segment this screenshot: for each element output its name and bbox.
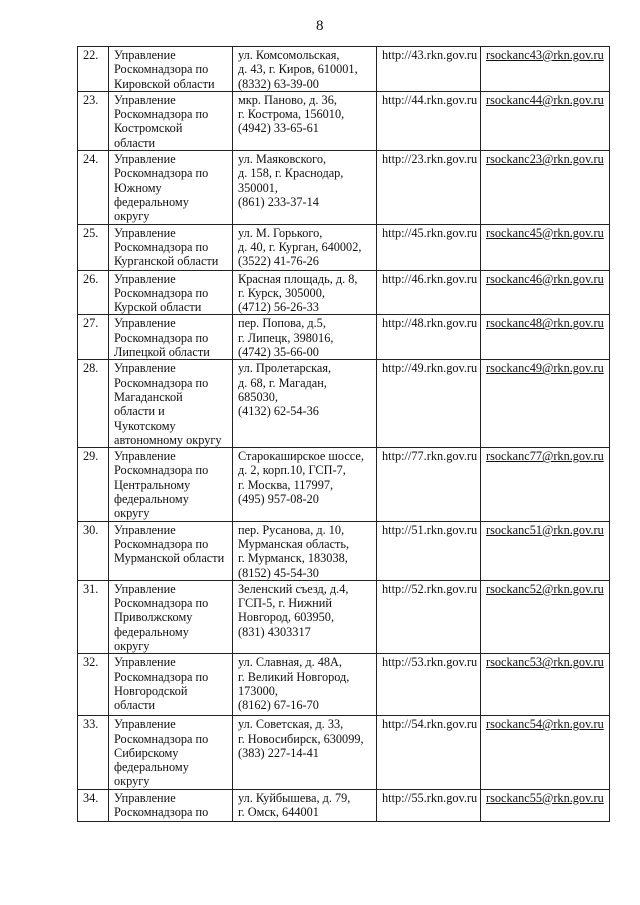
office-address-cell (233, 716, 377, 789)
office-address-cell (233, 315, 377, 360)
office-email-cell (481, 151, 610, 224)
office-name-cell (109, 315, 233, 360)
row-number: 27. (83, 316, 99, 331)
office-name: Управление Роскомнадзора по Кировской области (114, 48, 215, 91)
row-number-cell (78, 91, 109, 150)
table-row (78, 654, 610, 716)
office-email[interactable]: rsockanc43@rkn.gov.ru (486, 48, 604, 62)
table-row (78, 360, 610, 448)
table-row (78, 315, 610, 360)
office-address-cell (233, 47, 377, 92)
office-website-cell (377, 654, 481, 716)
office-email[interactable]: rsockanc54@rkn.gov.ru (486, 717, 604, 732)
table-row (78, 224, 610, 270)
row-number-cell (78, 315, 109, 360)
office-website[interactable]: http://48.rkn.gov.ru (382, 316, 478, 331)
office-email[interactable]: rsockanc55@rkn.gov.ru (486, 790, 604, 805)
office-name-cell (109, 91, 233, 150)
office-address-cell (233, 789, 377, 821)
table-row (78, 448, 610, 521)
office-name: Управление Роскомнадзора по Новгородской области (114, 655, 209, 713)
office-name: Управление Роскомнадзора по Курской области (114, 271, 209, 315)
office-address: Красная площадь, д. 8, г. Курск, 305000, (4712) 56-26-33 (238, 271, 358, 315)
office-website[interactable]: http://46.rkn.gov.ru (382, 271, 478, 286)
office-email[interactable]: rsockanc52@rkn.gov.ru (486, 581, 604, 596)
office-website[interactable]: http://52.rkn.gov.ru (382, 581, 478, 596)
office-name: Управление Роскомнадзора по Магаданской области и Чукотскому автономному округу (114, 361, 222, 447)
row-number-cell (78, 47, 109, 92)
office-website[interactable]: http://49.rkn.gov.ru (382, 361, 478, 376)
office-website-cell (377, 360, 481, 448)
office-website[interactable]: http://51.rkn.gov.ru (382, 522, 478, 537)
office-name-cell (109, 716, 233, 789)
table-row (78, 521, 610, 580)
row-number-cell (78, 521, 109, 580)
office-website-cell (377, 521, 481, 580)
row-number: 25. (83, 225, 99, 240)
office-address: ул. Пролетарская, д. 68, г. Магадан, 685030, (4132) 62-54-36 (238, 361, 332, 419)
office-address-cell (233, 580, 377, 653)
office-email[interactable]: rsockanc49@rkn.gov.ru (486, 361, 604, 376)
row-number-cell (78, 716, 109, 789)
table-row (78, 716, 610, 789)
table-body (78, 47, 610, 822)
office-name-cell (109, 224, 233, 270)
office-name: Управление Роскомнадзора по Южному федеральному округу (114, 152, 209, 224)
row-number-cell (78, 654, 109, 716)
row-number: 24. (83, 152, 99, 167)
table-row (78, 151, 610, 224)
row-number: 32. (83, 655, 99, 670)
row-number-cell (78, 789, 109, 821)
office-email-cell (481, 580, 610, 653)
office-name: Управление Роскомнадзора по Сибирскому федеральному округу (114, 717, 209, 789)
office-website-cell (377, 91, 481, 150)
office-email-cell (481, 315, 610, 360)
row-number-cell (78, 448, 109, 521)
office-name-cell (109, 47, 233, 92)
office-address-cell (233, 654, 377, 716)
row-number: 30. (83, 522, 99, 537)
office-email-cell (481, 654, 610, 716)
office-website-cell (377, 315, 481, 360)
office-address: Старокаширское шоссе, д. 2, корп.10, ГСП-7, г. Москва, 117997, (495) 957-08-20 (238, 449, 364, 507)
office-name: Управление Роскомнадзора по Центральному федеральному округу (114, 449, 209, 521)
row-number-cell (78, 151, 109, 224)
table-row (78, 580, 610, 653)
office-website[interactable]: http://55.rkn.gov.ru (382, 790, 478, 805)
office-email[interactable]: rsockanc44@rkn.gov.ru (486, 92, 604, 107)
office-email[interactable]: rsockanc46@rkn.gov.ru (486, 271, 604, 286)
office-email-cell (481, 270, 610, 315)
office-email[interactable]: rsockanc45@rkn.gov.ru (486, 225, 604, 240)
office-name-cell (109, 360, 233, 448)
row-number-cell (78, 270, 109, 315)
office-name: Управление Роскомнадзора по Курганской области (114, 225, 219, 269)
office-website[interactable]: http://77.rkn.gov.ru (382, 449, 478, 464)
row-number: 22. (83, 48, 99, 62)
office-email-cell (481, 448, 610, 521)
office-website-cell (377, 580, 481, 653)
office-email-cell (481, 521, 610, 580)
office-email-cell (481, 224, 610, 270)
office-name-cell (109, 448, 233, 521)
office-name: Управление Роскомнадзора по Приволжскому федеральному округу (114, 581, 209, 653)
row-number-cell (78, 224, 109, 270)
roskomnadzor-offices-table (77, 46, 610, 822)
office-website-cell (377, 151, 481, 224)
table-row (78, 270, 610, 315)
office-email[interactable]: rsockanc51@rkn.gov.ru (486, 522, 604, 537)
office-email-cell (481, 360, 610, 448)
row-number: 28. (83, 361, 99, 376)
table-row (78, 91, 610, 150)
office-website[interactable]: http://54.rkn.gov.ru (382, 717, 478, 732)
row-number-cell (78, 580, 109, 653)
office-email-cell (481, 47, 610, 92)
office-name-cell (109, 270, 233, 315)
row-number-cell (78, 360, 109, 448)
office-address-cell (233, 224, 377, 270)
row-number: 23. (83, 92, 99, 107)
office-name-cell (109, 789, 233, 821)
office-address: ул. Куйбышева, д. 79, г. Омск, 644001 (238, 790, 351, 820)
office-address: ул. Комсомольская, д. 43, г. Киров, 610001, (8332) 63-39-00 (238, 48, 358, 91)
table-row (78, 47, 610, 92)
office-website-cell (377, 716, 481, 789)
office-name: Управление Роскомнадзора по (114, 790, 209, 820)
row-number: 29. (83, 449, 99, 464)
office-email-cell (481, 716, 610, 789)
office-website[interactable]: http://23.rkn.gov.ru (382, 152, 478, 167)
office-email[interactable]: rsockanc53@rkn.gov.ru (486, 655, 604, 670)
office-name: Управление Роскомнадзора по Мурманской области (114, 522, 225, 566)
row-number: 26. (83, 271, 99, 286)
office-address: мкр. Паново, д. 36, г. Кострома, 156010, (4942) 33-65-61 (238, 92, 345, 136)
table-row (78, 789, 610, 821)
office-email-cell (481, 91, 610, 150)
office-name-cell (109, 521, 233, 580)
office-email-cell (481, 789, 610, 821)
row-number: 31. (83, 581, 99, 596)
office-website[interactable]: http://53.rkn.gov.ru (382, 655, 478, 670)
office-address: ул. М. Горького, д. 40, г. Курган, 640002, (3522) 41-76-26 (238, 225, 362, 269)
office-address-cell (233, 521, 377, 580)
office-website-cell (377, 270, 481, 315)
office-email[interactable]: rsockanc23@rkn.gov.ru (486, 152, 604, 167)
office-address-cell (233, 151, 377, 224)
office-address: ул. Славная, д. 48А, г. Великий Новгород, 173000, (8162) 67-16-70 (238, 655, 350, 713)
office-name-cell (109, 580, 233, 653)
office-name: Управление Роскомнадзора по Костромской области (114, 92, 209, 150)
office-address-cell (233, 360, 377, 448)
office-website-cell (377, 224, 481, 270)
office-website-cell (377, 47, 481, 92)
office-address: пер. Русанова, д. 10, Мурманская область, г. Мурманск, 183038, (8152) 45-54-30 (238, 522, 350, 580)
office-name-cell (109, 151, 233, 224)
office-address-cell (233, 270, 377, 315)
office-website[interactable]: http://44.rkn.gov.ru (382, 92, 478, 107)
office-email[interactable]: rsockanc77@rkn.gov.ru (486, 449, 604, 464)
office-address-cell (233, 448, 377, 521)
office-website[interactable]: http://45.rkn.gov.ru (382, 225, 478, 240)
row-number: 34. (83, 790, 99, 805)
office-address: ул. Советская, д. 33, г. Новосибирск, 630099, (383) 227-14-41 (238, 717, 364, 760)
office-name: Управление Роскомнадзора по Липецкой области (114, 316, 210, 360)
office-email[interactable]: rsockanc48@rkn.gov.ru (486, 316, 604, 331)
office-website-cell (377, 448, 481, 521)
office-website[interactable]: http://43.rkn.gov.ru (382, 48, 478, 62)
office-address: ул. Маяковского, д. 158, г. Краснодар, 350001, (861) 233-37-14 (238, 152, 344, 209)
office-address: пер. Попова, д.5, г. Липецк, 398016, (4742) 35-66-00 (238, 316, 334, 360)
office-address-cell (233, 91, 377, 150)
page-number: 8 (316, 18, 324, 34)
office-website-cell (377, 789, 481, 821)
office-name-cell (109, 654, 233, 716)
row-number: 33. (83, 717, 99, 732)
office-address: Зеленский съезд, д.4, ГСП-5, г. Нижний Новгород, 603950, (831) 4303317 (238, 581, 349, 639)
